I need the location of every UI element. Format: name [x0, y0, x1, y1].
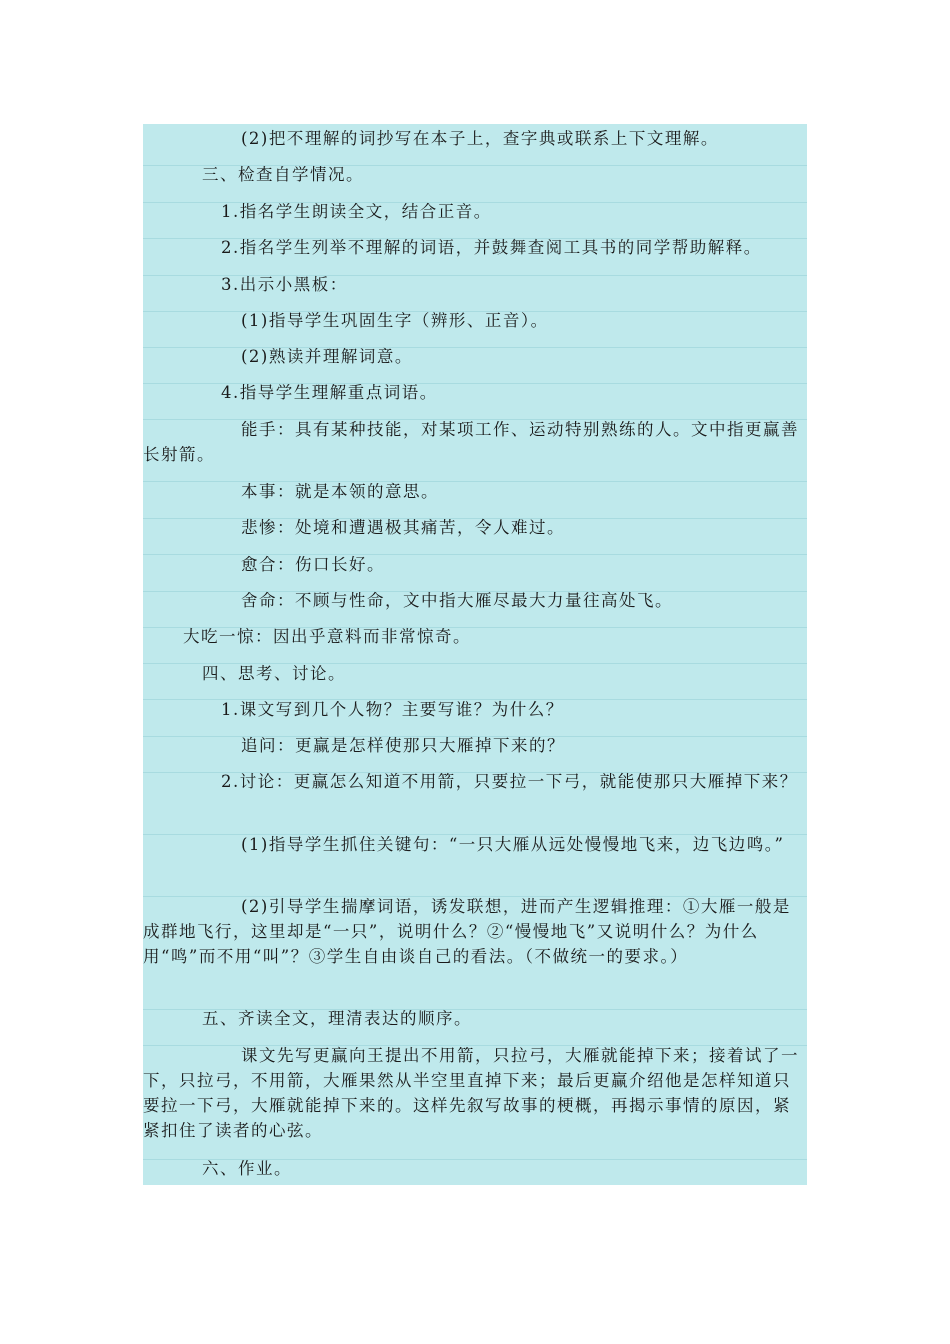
section-heading: 六、作业。: [202, 1159, 292, 1178]
list-item: 2.指名学生列举不理解的词语，并鼓舞查阅工具书的同学帮助解释。: [221, 238, 762, 257]
sub-list-item: (2)熟读并理解词意。: [241, 347, 413, 366]
sub-list-item: (1)指导学生巩固生字（辨形、正音）。: [241, 311, 549, 330]
definition-item: 大吃一惊：因出乎意料而非常惊奇。: [183, 627, 471, 646]
paragraph: 课文先写更赢向王提出不用箭，只拉弓，大雁就能掉下来；接着试了一下，只拉弓，不用箭，大雁果然从半空里直掉下来；最后更赢介绍他是怎样知道只要拉一下弓，大雁就能掉下来的。这样先叙写故事的梗概，再揭示事情的原因，紧紧扣住了读者的心弦。: [143, 1046, 799, 1140]
list-item: 3.出示小黑板：: [221, 275, 348, 294]
sub-list-item: (1)指导学生抓住关键句：“一只大雁从远处慢慢地飞来，边飞边鸣。”: [241, 835, 785, 854]
list-item: 1.指名学生朗读全文，结合正音。: [221, 202, 492, 221]
shaded-content-block: [143, 124, 807, 1185]
sub-list-item: (2)引导学生揣摩词语，诱发联想，进而产生逻辑推理：①大雁一般是成群地飞行，这里却是“一只”，说明什么？②“慢慢地飞”又说明什么？为什么用“鸣”而不用“叫”？③学生自由谈自己的看法。（不做统一的要求。）: [143, 897, 791, 966]
list-item: 2.讨论：更赢怎么知道不用箭，只要拉一下弓，就能使那只大雁掉下来？: [221, 772, 798, 791]
definition-item: 舍命：不顾与性命，文中指大雁尽最大力量往高处飞。: [241, 591, 673, 610]
definition-item: 悲惨：处境和遭遇极其痛苦，令人难过。: [241, 518, 565, 537]
section-heading: 五、齐读全文，理清表达的顺序。: [202, 1009, 472, 1028]
definition-item: 能手：具有某种技能，对某项工作、运动特别熟练的人。文中指更赢善长射箭。: [143, 420, 799, 464]
list-item: 1.课文写到几个人物？主要写谁？为什么？: [221, 700, 564, 719]
section-heading: 四、思考、讨论。: [202, 664, 346, 683]
definition-item: 本事：就是本领的意思。: [241, 482, 439, 501]
definition-item: 愈合：伤口长好。: [241, 555, 385, 574]
paragraph: (2)把不理解的词抄写在本子上，查字典或联系上下文理解。: [241, 129, 719, 148]
paragraph: 追问：更赢是怎样使那只大雁掉下来的？: [241, 736, 565, 755]
list-item: 4.指导学生理解重点词语。: [221, 383, 438, 402]
section-heading: 三、检查自学情况。: [202, 165, 364, 184]
